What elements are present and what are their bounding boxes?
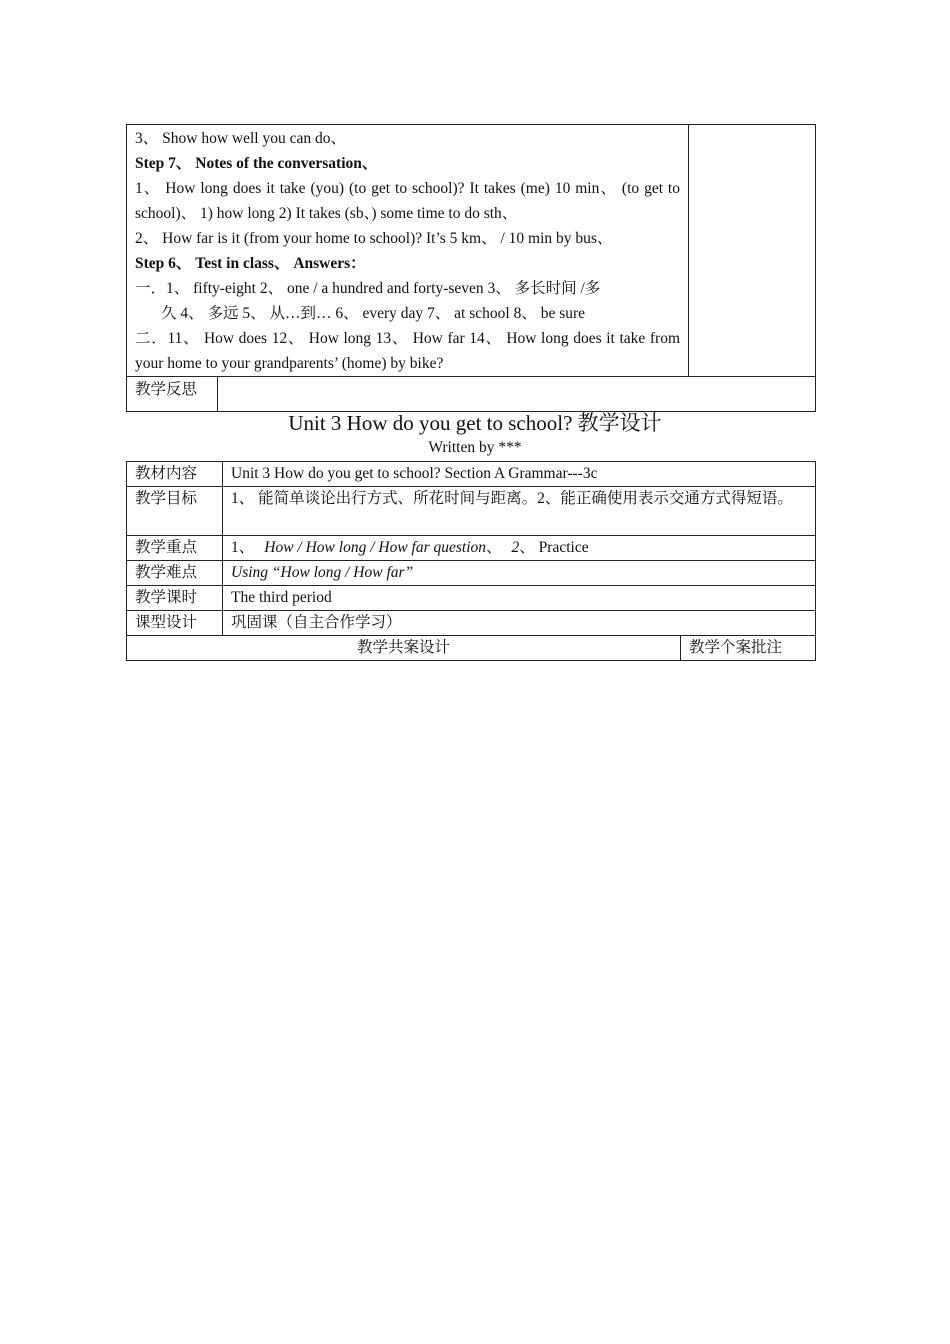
step-heading: Step 6、 Test in class、 Answers： xyxy=(135,255,366,272)
individual-notes-header: 教学个案批注 xyxy=(681,636,816,661)
row-value: 1、 能简单谈论出行方式、所花时间与距离。2、能正确使用表示交通方式得短语。 xyxy=(223,487,816,536)
row-label: 课型设计 xyxy=(127,611,223,636)
value-mid: 、 xyxy=(486,539,502,556)
answer-line: 久 4、 多远 5、 从…到… 6、 every day 7、 at school 8、 be sure xyxy=(161,305,586,322)
step-line: 1、 How long does it take (you) (to get to school)? It takes (me) 10 min、 (to get to school)、 1) how long 2) It takes (sb、) some time to do sth、 xyxy=(135,180,680,222)
table-row xyxy=(127,487,816,536)
lesson-steps-cell xyxy=(127,125,689,377)
row-value: The third period xyxy=(223,586,816,611)
row-label: 教学难点 xyxy=(127,561,223,586)
step-line: 2、 How far is it (from your home to school)? It’s 5 km、 / 10 min by bus、 xyxy=(135,230,613,247)
row-value xyxy=(223,536,816,561)
shared-design-header: 教学共案设计 xyxy=(127,636,681,661)
row-value: Unit 3 How do you get to school? Section A Grammar---3c xyxy=(223,462,816,487)
value-italic-2: 2 xyxy=(511,539,520,556)
row-label: 教学课时 xyxy=(127,586,223,611)
table-row xyxy=(127,611,816,636)
table-row xyxy=(127,561,816,586)
reflection-label: 教学反思 xyxy=(127,377,218,412)
table-row xyxy=(127,636,816,661)
row-label: 教学目标 xyxy=(127,487,223,536)
step-heading: Step 7、 Notes of the conversation、 xyxy=(135,155,378,172)
notes-cell xyxy=(689,125,816,377)
row-value: 巩固课（自主合作学习） xyxy=(223,611,816,636)
answer-line: 二．11、 How does 12、 How long 13、 How far 14、 How long does it take from your home to your grandparents’ (home) by bike? xyxy=(135,330,680,372)
author-line: Written by *** xyxy=(428,439,522,456)
value-prefix: 1、 xyxy=(231,539,255,556)
row-label: 教学重点 xyxy=(127,536,223,561)
continuation-table xyxy=(126,124,816,412)
lesson-info-table xyxy=(126,461,816,661)
reflection-value xyxy=(218,377,816,412)
row-label: 教材内容 xyxy=(127,462,223,487)
table-row xyxy=(127,536,816,561)
step-line: 3、 Show how well you can do、 xyxy=(135,130,346,147)
value-italic: How / How long / How far question xyxy=(264,539,487,556)
table-row xyxy=(127,586,816,611)
row-value: Using “How long / How far” xyxy=(223,561,816,586)
document-title: Unit 3 How do you get to school? 教学设计 xyxy=(288,411,662,435)
table-row xyxy=(127,462,816,487)
value-suffix: 、 Practice xyxy=(519,539,589,556)
answer-line: 一．1、 fifty-eight 2、 one / a hundred and forty-seven 3、 多长时间 /多 xyxy=(135,280,601,297)
